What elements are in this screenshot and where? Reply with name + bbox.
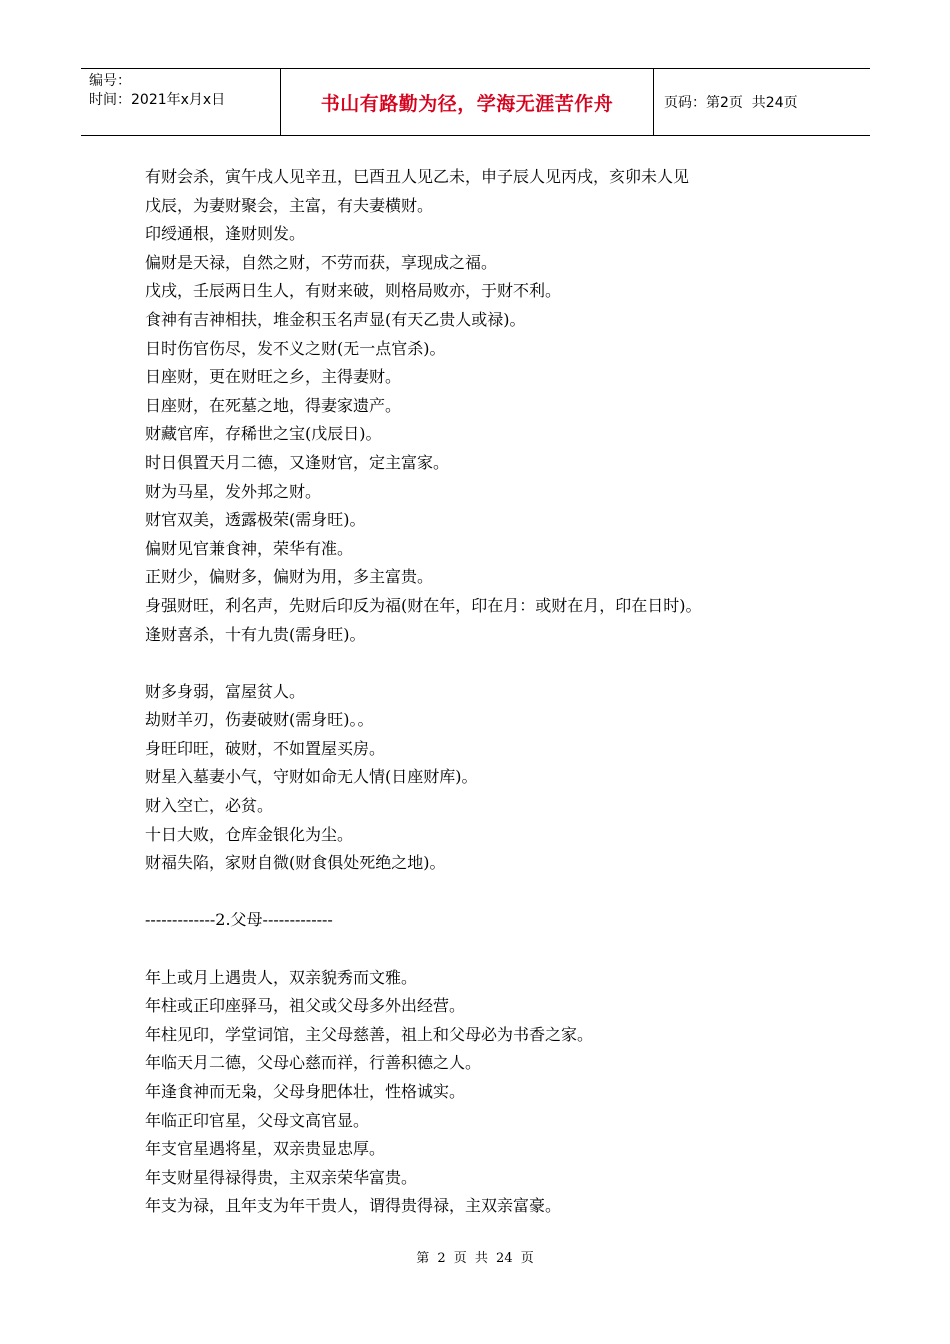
- text-line: 财入空亡，必贫。: [145, 796, 274, 816]
- text-line: 印绶通根，逢财则发。: [145, 224, 306, 244]
- text-line: 戊戌，壬辰两日生人，有财来破，则格局败亦，于财不利。: [145, 281, 562, 301]
- text-line: 财藏官库，存稀世之宝(戊辰日)。: [145, 424, 382, 444]
- header-page-cell: [654, 69, 870, 135]
- text-line: 偏财见官兼食神，荣华有准。: [145, 538, 354, 558]
- page-footer: [0, 1247, 950, 1266]
- text-line: 身旺印旺，破财，不如置屋买房。: [145, 738, 386, 758]
- document-body: [145, 163, 825, 1221]
- blank-line: [145, 878, 825, 907]
- text-line: 年临天月二德，父母心慈而祥，行善积德之人。: [145, 1053, 482, 1073]
- text-line: 时日俱置天月二德，又逢财官，定主富家。: [145, 452, 450, 472]
- text-line: 年柱见印，学堂词馆，主父母慈善，祖上和父母必为书香之家。: [145, 1024, 594, 1044]
- text-line: 食神有吉神相扶，堆金积玉名声显(有天乙贵人或禄)。: [145, 309, 526, 329]
- section-heading: -------------2.父母-------------: [145, 910, 333, 930]
- document-header: [81, 68, 870, 136]
- text-line: 劫财羊刃，伤妻破财(需身旺)。。: [145, 710, 374, 730]
- section-parents: [145, 964, 825, 1221]
- text-line: 年支官星遇将星，双亲贵显忠厚。: [145, 1139, 386, 1159]
- text-line: 财官双美，透露极荣(需身旺)。: [145, 510, 366, 530]
- motto-text: 书山有路勤为径，学海无涯苦作舟: [320, 92, 614, 115]
- text-line: 年逢食神而无枭，父母身肥体壮，性格诚实。: [145, 1082, 466, 1101]
- text-line: 财福失陷，家财自微(财食俱处死绝之地)。: [145, 853, 446, 873]
- text-line: 财多身弱，富屋贫人。: [145, 681, 306, 701]
- text-line: 年上或月上遇贵人，双亲貌秀而文雅。: [145, 967, 418, 987]
- number-label: 编号：: [89, 73, 131, 89]
- text-line: 年临正印官星，父母文高官显。: [145, 1110, 370, 1130]
- section-wealth-good: [145, 163, 825, 649]
- page-info-text: 页码：第2页 共24页: [664, 95, 798, 111]
- text-line: 日时伤官伤尽，发不义之财(无一点官杀)。: [145, 338, 446, 358]
- text-line: 日座财，更在财旺之乡，主得妻财。: [145, 367, 402, 387]
- time-label: 时间：2021年x月x日: [89, 92, 226, 108]
- text-line: 十日大败，仓库金银化为尘。: [145, 824, 354, 844]
- text-line: 有财会杀，寅午戌人见辛丑，巳酉丑人见乙未，申子辰人见丙戌，亥卯未人见: [145, 167, 690, 186]
- footer-page-number: 第 2 页 共 24 页: [416, 1251, 534, 1266]
- text-line: 戊辰，为妻财聚会，主富，有夫妻横财。: [145, 195, 434, 215]
- text-line: 正财少，偏财多，偏财为用，多主富贵。: [145, 567, 434, 587]
- text-line: 偏财是天禄，自然之财，不劳而获，享现成之福。: [145, 252, 498, 272]
- header-meta-cell: [81, 69, 281, 135]
- text-line: 逢财喜杀，十有九贵(需身旺)。: [145, 624, 366, 644]
- text-line: 年柱或正印座驿马，祖父或父母多外出经营。: [145, 996, 466, 1016]
- section-wealth-bad: [145, 678, 825, 878]
- text-line: 日座财，在死墓之地，得妻家遗产。: [145, 395, 402, 415]
- text-line: 身强财旺，利名声，先财后印反为福(财在年，印在月：或财在月，印在日时)。: [145, 595, 702, 615]
- header-motto-cell: [281, 69, 654, 135]
- text-line: 财为马星，发外邦之财。: [145, 481, 322, 501]
- text-line: 年支财星得禄得贵，主双亲荣华富贵。: [145, 1167, 418, 1187]
- blank-line: [145, 935, 825, 964]
- text-line: 年支为禄，且年支为年干贵人，谓得贵得禄，主双亲富豪。: [145, 1196, 562, 1216]
- blank-line: [145, 649, 825, 678]
- text-line: 财星入墓妻小气，守财如命无人情(日座财库)。: [145, 767, 478, 787]
